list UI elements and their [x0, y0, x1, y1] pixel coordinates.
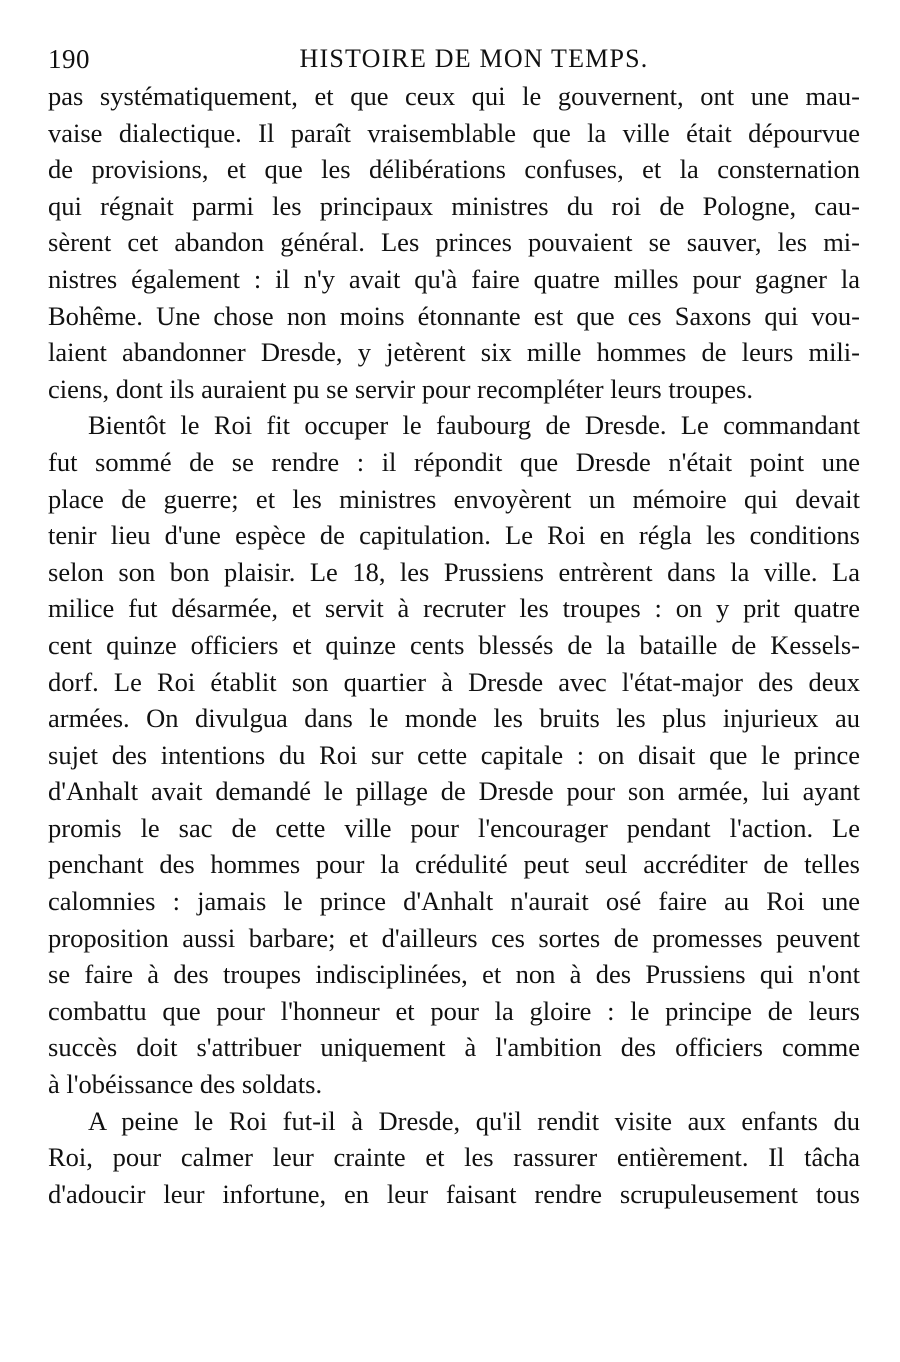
book-page [48, 34, 860, 1212]
text-line: d'adoucir leur infortune, en leur faisant rendre scrupuleusement tous [48, 1178, 860, 1209]
running-head [48, 34, 860, 78]
text-line: penchant des hommes pour la crédulité peut seul accréditer de telles [48, 849, 860, 880]
text-line: sèrent cet abandon général. Les princes pouvaient se sauver, les mi- [48, 227, 860, 258]
text-line: cent quinze officiers et quinze cents blessés de la bataille de Kessels- [48, 629, 860, 660]
text-line: Bientôt le Roi fit occuper le faubourg de Dresde. Le commandant [88, 410, 860, 441]
text-line: ciens, dont ils auraient pu se servir pour recompléter leurs troupes. [48, 373, 753, 404]
text-line: Roi, pour calmer leur crainte et les rassurer entièrement. Il tâcha [48, 1142, 860, 1173]
body-text [48, 78, 860, 1212]
text-line: A peine le Roi fut-il à Dresde, qu'il rendit visite aux enfants du [88, 1105, 860, 1136]
running-title: HISTOIRE DE MON TEMPS. [299, 44, 649, 73]
text-line: proposition aussi barbare; et d'ailleurs ces sortes de promesses peuvent [48, 922, 860, 953]
text-line: d'Anhalt avait demandé le pillage de Dresde pour son armée, lui ayant [48, 776, 860, 807]
text-line: milice fut désarmée, et servit à recruter les troupes : on y prit quatre [48, 593, 860, 624]
text-line: selon son bon plaisir. Le 18, les Prussiens entrèrent dans la ville. La [48, 556, 860, 587]
paragraph-2 [48, 407, 860, 1102]
text-line: vaise dialectique. Il paraît vraisemblable que la ville était dépourvue [48, 117, 860, 148]
text-line: tenir lieu d'une espèce de capitulation. Le Roi en régla les conditions [48, 520, 860, 551]
text-line: fut sommé de se rendre : il répondit que Dresde n'était point une [48, 446, 860, 477]
text-line: se faire à des troupes indisciplinées, et non à des Prussiens qui n'ont [48, 959, 860, 990]
text-line: place de guerre; et les ministres envoyèrent un mémoire qui devait [48, 483, 860, 514]
text-line: combattu que pour l'honneur et pour la gloire : le principe de leurs [48, 995, 860, 1026]
paragraph-3 [48, 1103, 860, 1213]
text-line: calomnies : jamais le prince d'Anhalt n'aurait osé faire au Roi une [48, 886, 860, 917]
text-line: promis le sac de cette ville pour l'encourager pendant l'action. Le [48, 812, 860, 843]
page-number: 190 [48, 44, 90, 74]
text-line: pas systématiquement, et que ceux qui le gouvernent, ont une mau- [48, 81, 860, 111]
text-line: laient abandonner Dresde, y jetèrent six mille hommes de leurs mili- [48, 337, 860, 368]
text-line: armées. On divulgua dans le monde les bruits les plus injurieux au [48, 703, 860, 734]
paragraph-1 [48, 78, 860, 407]
text-line: succès doit s'attribuer uniquement à l'ambition des officiers comme [48, 1032, 860, 1063]
text-line: Bohême. Une chose non moins étonnante est que ces Saxons qui vou- [48, 300, 860, 331]
text-line: dorf. Le Roi établit son quartier à Dresde avec l'état-major des deux [48, 666, 860, 697]
text-line: nistres également : il n'y avait qu'à faire quatre milles pour gagner la [48, 263, 860, 294]
text-line: qui régnait parmi les principaux ministres du roi de Pologne, cau- [48, 190, 860, 221]
text-line: à l'obéissance des soldats. [48, 1069, 323, 1100]
text-line: de provisions, et que les délibérations confuses, et la consternation [48, 154, 860, 185]
text-line: sujet des intentions du Roi sur cette capitale : on disait que le prince [48, 739, 860, 770]
